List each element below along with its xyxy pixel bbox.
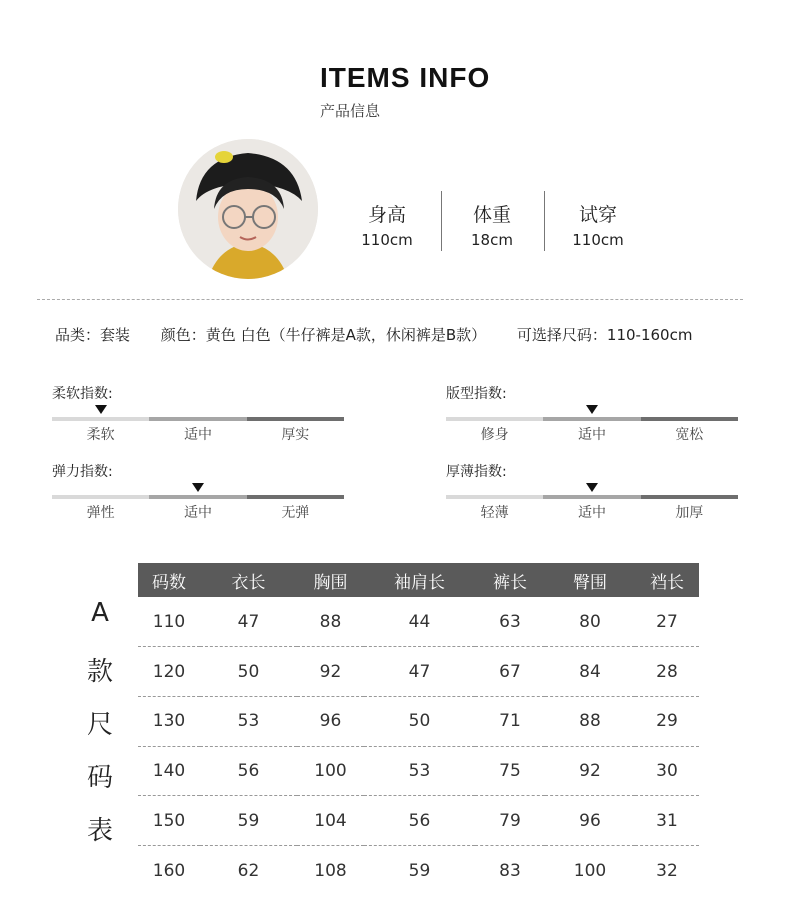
side-char: 码 xyxy=(86,763,113,793)
table-cell: 88 xyxy=(297,597,364,647)
table-cell: 67 xyxy=(475,647,545,697)
meter-marker xyxy=(95,405,107,414)
table-cell: 84 xyxy=(545,647,635,697)
meter-option: 适中 xyxy=(183,505,212,521)
stat-weight xyxy=(442,200,542,249)
table-cell: 30 xyxy=(635,746,699,796)
meter-bar-seg xyxy=(52,417,149,421)
meter-fit xyxy=(446,383,738,444)
meter-marker xyxy=(192,483,204,492)
side-char: 尺 xyxy=(86,710,113,740)
meter-bar-seg xyxy=(641,417,738,421)
meter-bar-seg xyxy=(641,495,738,499)
table-cell: 92 xyxy=(545,746,635,796)
stat-fit-label: 试穿 xyxy=(578,204,617,226)
meter-option: 轻薄 xyxy=(480,505,509,521)
stat-fit-value: 110cm xyxy=(572,231,624,249)
product-info-line xyxy=(55,324,718,345)
size-table xyxy=(138,563,699,895)
table-cell: 80 xyxy=(545,597,635,647)
side-char: A xyxy=(91,598,109,628)
table-cell: 50 xyxy=(364,696,475,746)
table-cell: 27 xyxy=(635,597,699,647)
meter-bar-seg xyxy=(247,417,344,421)
table-cell: 104 xyxy=(297,796,364,846)
table-cell: 29 xyxy=(635,696,699,746)
meter-thickness xyxy=(446,461,738,522)
table-row xyxy=(138,796,699,846)
side-char: 表 xyxy=(86,816,113,846)
table-cell: 53 xyxy=(200,696,297,746)
meter-option: 修身 xyxy=(480,427,509,443)
meter-option: 加厚 xyxy=(675,505,704,521)
table-cell: 47 xyxy=(200,597,297,647)
table-row xyxy=(138,696,699,746)
table-cell: 100 xyxy=(297,746,364,796)
table-cell: 47 xyxy=(364,647,475,697)
col-header: 胸围 xyxy=(297,563,364,597)
meter-option: 适中 xyxy=(577,505,606,521)
table-cell: 140 xyxy=(138,746,200,796)
meter-marker xyxy=(586,405,598,414)
meter-title: 柔软指数: xyxy=(52,386,113,402)
model-photo xyxy=(178,139,318,279)
table-cell: 56 xyxy=(364,796,475,846)
stat-divider xyxy=(544,191,545,251)
info-sizes: 可选择尺码：110-160cm xyxy=(516,326,693,344)
col-header: 裆长 xyxy=(635,563,699,597)
table-cell: 56 xyxy=(200,746,297,796)
meter-bar-seg xyxy=(446,495,543,499)
table-cell: 120 xyxy=(138,647,200,697)
table-cell: 96 xyxy=(545,796,635,846)
table-row xyxy=(138,746,699,796)
meter-bar xyxy=(52,417,344,421)
table-row xyxy=(138,597,699,647)
dotted-divider xyxy=(37,299,743,300)
table-cell: 100 xyxy=(573,860,607,881)
table-cell: 62 xyxy=(237,860,260,881)
stat-fit xyxy=(548,200,648,249)
table-cell: 32 xyxy=(656,860,678,881)
table-cell: 75 xyxy=(475,746,545,796)
meter-option: 无弹 xyxy=(281,505,310,521)
meter-bar xyxy=(52,495,344,499)
table-cell: 88 xyxy=(545,696,635,746)
meter-option: 适中 xyxy=(183,427,212,443)
table-cell: 53 xyxy=(364,746,475,796)
meter-option: 弹性 xyxy=(86,505,115,521)
table-cell: 28 xyxy=(635,647,699,697)
col-header: 衣长 xyxy=(200,563,297,597)
items-info-subtitle: 产品信息 xyxy=(320,102,381,120)
meter-title: 弹力指数: xyxy=(52,464,113,480)
meter-title: 版型指数: xyxy=(446,386,507,402)
meter-option: 厚实 xyxy=(281,427,310,443)
stat-weight-value: 18cm xyxy=(471,231,513,249)
items-info-title: ITEMS INFO xyxy=(320,62,491,93)
table-cell: 110 xyxy=(138,597,200,647)
stat-weight-label: 体重 xyxy=(472,204,511,226)
table-row xyxy=(138,845,699,895)
table-cell: 150 xyxy=(138,796,200,846)
meter-bar-seg xyxy=(149,495,246,499)
side-char: 款 xyxy=(86,657,113,687)
table-cell: 63 xyxy=(475,597,545,647)
meter-option: 柔软 xyxy=(86,427,115,443)
table-cell: 44 xyxy=(364,597,475,647)
meter-option: 适中 xyxy=(577,427,606,443)
col-header: 臀围 xyxy=(545,563,635,597)
meter-softness xyxy=(52,383,344,444)
table-row xyxy=(138,647,699,697)
table-cell: 92 xyxy=(297,647,364,697)
info-color: 颜色：黄色 白色（牛仔裤是A款，休闲裤是B款） xyxy=(160,326,487,344)
meter-bar-seg xyxy=(446,417,543,421)
meter-bar-seg xyxy=(149,417,246,421)
table-cell: 160 xyxy=(152,860,186,881)
table-header-row xyxy=(138,563,699,597)
table-cell: 59 xyxy=(200,796,297,846)
col-header: 码数 xyxy=(138,563,200,597)
table-cell: 79 xyxy=(475,796,545,846)
table-cell: 108 xyxy=(314,860,347,881)
meter-elasticity xyxy=(52,461,344,522)
info-category: 品类：套装 xyxy=(55,326,131,344)
meter-bar xyxy=(446,495,738,499)
table-cell: 50 xyxy=(200,647,297,697)
meter-bar-seg xyxy=(543,417,640,421)
meter-bar-seg xyxy=(52,495,149,499)
table-cell: 59 xyxy=(408,860,431,881)
col-header: 裤长 xyxy=(475,563,545,597)
table-cell: 71 xyxy=(475,696,545,746)
meter-title: 厚薄指数: xyxy=(446,464,507,480)
table-cell: 83 xyxy=(499,860,521,881)
stat-height-label: 身高 xyxy=(367,204,406,226)
table-cell: 96 xyxy=(297,696,364,746)
table-cell: 31 xyxy=(635,796,699,846)
stat-height-value: 110cm xyxy=(361,231,413,249)
meter-marker xyxy=(586,483,598,492)
meter-bar-seg xyxy=(543,495,640,499)
col-header: 袖肩长 xyxy=(364,563,475,597)
stat-height xyxy=(337,200,437,249)
table-cell: 130 xyxy=(138,696,200,746)
meter-option: 宽松 xyxy=(675,427,704,443)
meter-bar-seg xyxy=(247,495,344,499)
meter-bar xyxy=(446,417,738,421)
